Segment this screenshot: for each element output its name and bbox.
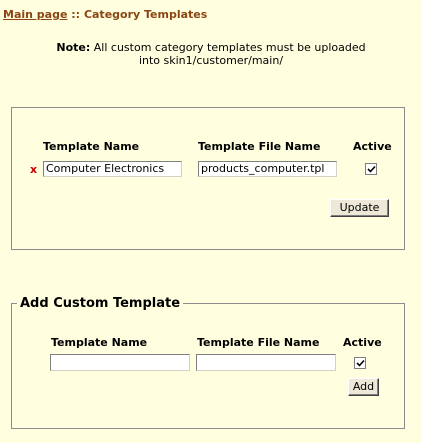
new-template-file-input[interactable] — [196, 354, 336, 371]
add-button[interactable]: Add — [348, 378, 379, 396]
new-template-name-input[interactable] — [50, 354, 190, 371]
x-icon[interactable]: x — [30, 163, 38, 176]
note-line1: All custom category templates must be uploaded — [93, 41, 366, 54]
note-line2: into skin1/customer/main/ — [138, 54, 284, 67]
update-button[interactable]: Update — [330, 199, 389, 217]
column-header-template-file-name: Template File Name — [198, 140, 321, 153]
add-column-header-template-name: Template Name — [51, 336, 148, 349]
breadcrumb-separator: :: — [71, 8, 81, 21]
page-title: Category Templates — [83, 8, 208, 21]
breadcrumb — [3, 8, 207, 21]
add-column-header-template-file-name: Template File Name — [197, 336, 320, 349]
breadcrumb-home-link[interactable]: Main page — [3, 8, 68, 21]
existing-templates-panel — [11, 107, 405, 250]
new-active-checkbox[interactable] — [354, 357, 366, 369]
add-column-header-active: Active — [343, 336, 382, 349]
template-name-input[interactable]: Computer Electronics — [43, 161, 182, 177]
add-template-legend: Add Custom Template — [17, 296, 183, 311]
checkmark-icon — [367, 165, 376, 174]
checkmark-icon — [356, 359, 365, 368]
note-label: Note: — [56, 41, 91, 54]
template-file-input[interactable]: products_computer.tpl — [198, 161, 337, 177]
upload-note — [0, 41, 422, 67]
column-header-template-name: Template Name — [43, 140, 140, 153]
column-header-active: Active — [353, 140, 392, 153]
active-checkbox[interactable] — [365, 163, 377, 175]
